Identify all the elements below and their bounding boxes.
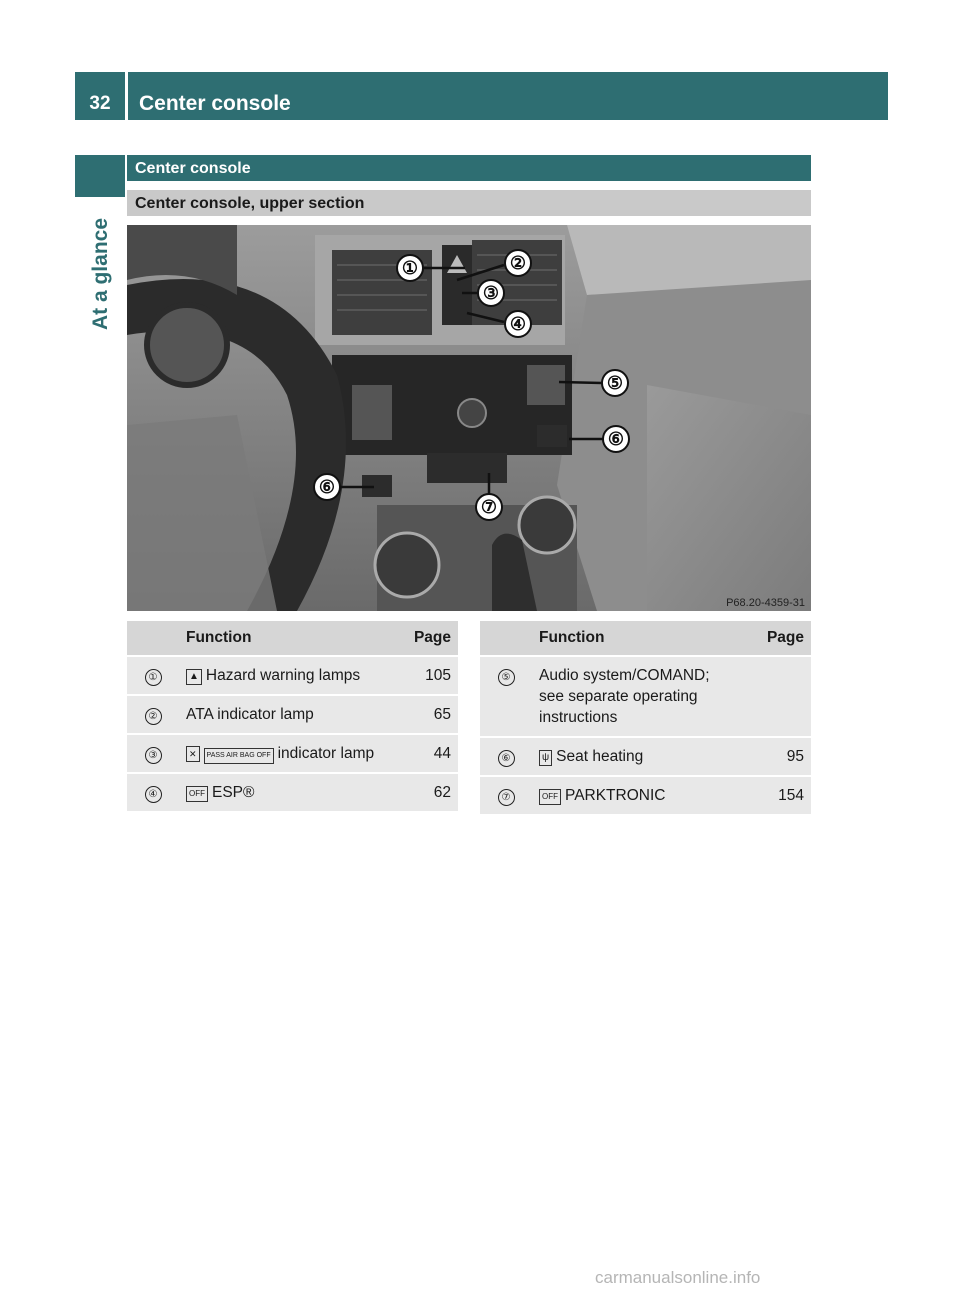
row-page: 154 bbox=[736, 777, 811, 816]
callout-5 bbox=[602, 370, 628, 396]
svg-text:⑤: ⑤ bbox=[606, 373, 624, 393]
row-page: 44 bbox=[402, 735, 458, 774]
function-table-left bbox=[127, 621, 458, 813]
row-function: ψ Seat heating bbox=[532, 738, 736, 777]
row-page bbox=[736, 657, 811, 738]
passenger-airbag-off-icon: ✕ bbox=[186, 746, 200, 762]
callout-2 bbox=[505, 250, 531, 276]
page-header-left: Page bbox=[402, 621, 458, 657]
row-number: ⑥ bbox=[480, 738, 532, 777]
row-function: ✕ PASS AIR BAG OFF indicator lamp bbox=[179, 735, 402, 774]
seat-heating-icon: ψ bbox=[539, 750, 552, 766]
sidebar-marker bbox=[75, 155, 125, 197]
parktronic-off-icon: OFF bbox=[539, 789, 561, 805]
table-row bbox=[480, 657, 811, 738]
callout-7 bbox=[476, 494, 502, 520]
row-number: ⑤ bbox=[480, 657, 532, 738]
watermark: carmanualsonline.info bbox=[595, 1268, 761, 1287]
svg-text:④: ④ bbox=[509, 314, 527, 334]
row-page: 65 bbox=[402, 696, 458, 735]
row-page: 105 bbox=[402, 657, 458, 696]
row-function: OFF PARKTRONIC bbox=[532, 777, 736, 816]
pass-airbag-off-label-icon: PASS AIR BAG OFF bbox=[204, 748, 274, 764]
callout-6a bbox=[603, 426, 629, 452]
row-function: Audio system/COMAND; see separate operating instructions bbox=[532, 657, 736, 738]
row-number: ③ bbox=[127, 735, 179, 774]
svg-text:⑥: ⑥ bbox=[607, 429, 625, 449]
center-console-photo bbox=[127, 225, 811, 611]
svg-text:⑦: ⑦ bbox=[480, 497, 498, 517]
page-header-right: Page bbox=[736, 621, 811, 657]
row-page: 62 bbox=[402, 774, 458, 813]
callout-4 bbox=[505, 311, 531, 337]
table-row bbox=[480, 777, 811, 816]
row-function: OFF ESP® bbox=[179, 774, 402, 813]
function-header-right: Function bbox=[532, 621, 736, 657]
sidebar-label: At a glance bbox=[89, 217, 112, 331]
function-table-right bbox=[480, 621, 811, 816]
header-title: Center console bbox=[139, 92, 291, 115]
page-number: 32 bbox=[89, 93, 111, 114]
figure-reference: P68.20-4359-31 bbox=[726, 597, 805, 609]
row-number: ② bbox=[127, 696, 179, 735]
row-page: 95 bbox=[736, 738, 811, 777]
header-bar bbox=[75, 72, 888, 120]
row-number: ⑦ bbox=[480, 777, 532, 816]
svg-text:⑥: ⑥ bbox=[318, 477, 336, 497]
row-function: ▲ Hazard warning lamps bbox=[179, 657, 402, 696]
svg-text:②: ② bbox=[509, 253, 527, 273]
table-row bbox=[127, 696, 458, 735]
svg-text:③: ③ bbox=[482, 283, 500, 303]
table-row bbox=[127, 657, 458, 696]
callout-6b bbox=[314, 474, 340, 500]
row-number: ④ bbox=[127, 774, 179, 813]
function-header-left: Function bbox=[179, 621, 402, 657]
subsection-title: Center console, upper section bbox=[127, 190, 811, 216]
table-row bbox=[127, 774, 458, 813]
svg-text:①: ① bbox=[401, 258, 419, 278]
header-divider bbox=[125, 72, 128, 120]
hazard-warning-icon: ▲ bbox=[186, 669, 202, 685]
row-function: ATA indicator lamp bbox=[179, 696, 402, 735]
esp-off-icon: OFF bbox=[186, 786, 208, 802]
callout-3 bbox=[478, 280, 504, 306]
table-row bbox=[127, 735, 458, 774]
section-title: Center console bbox=[127, 155, 811, 181]
num-header-right bbox=[480, 621, 532, 657]
num-header-left bbox=[127, 621, 179, 657]
row-number: ① bbox=[127, 657, 179, 696]
callout-1 bbox=[397, 255, 423, 281]
table-row bbox=[480, 738, 811, 777]
